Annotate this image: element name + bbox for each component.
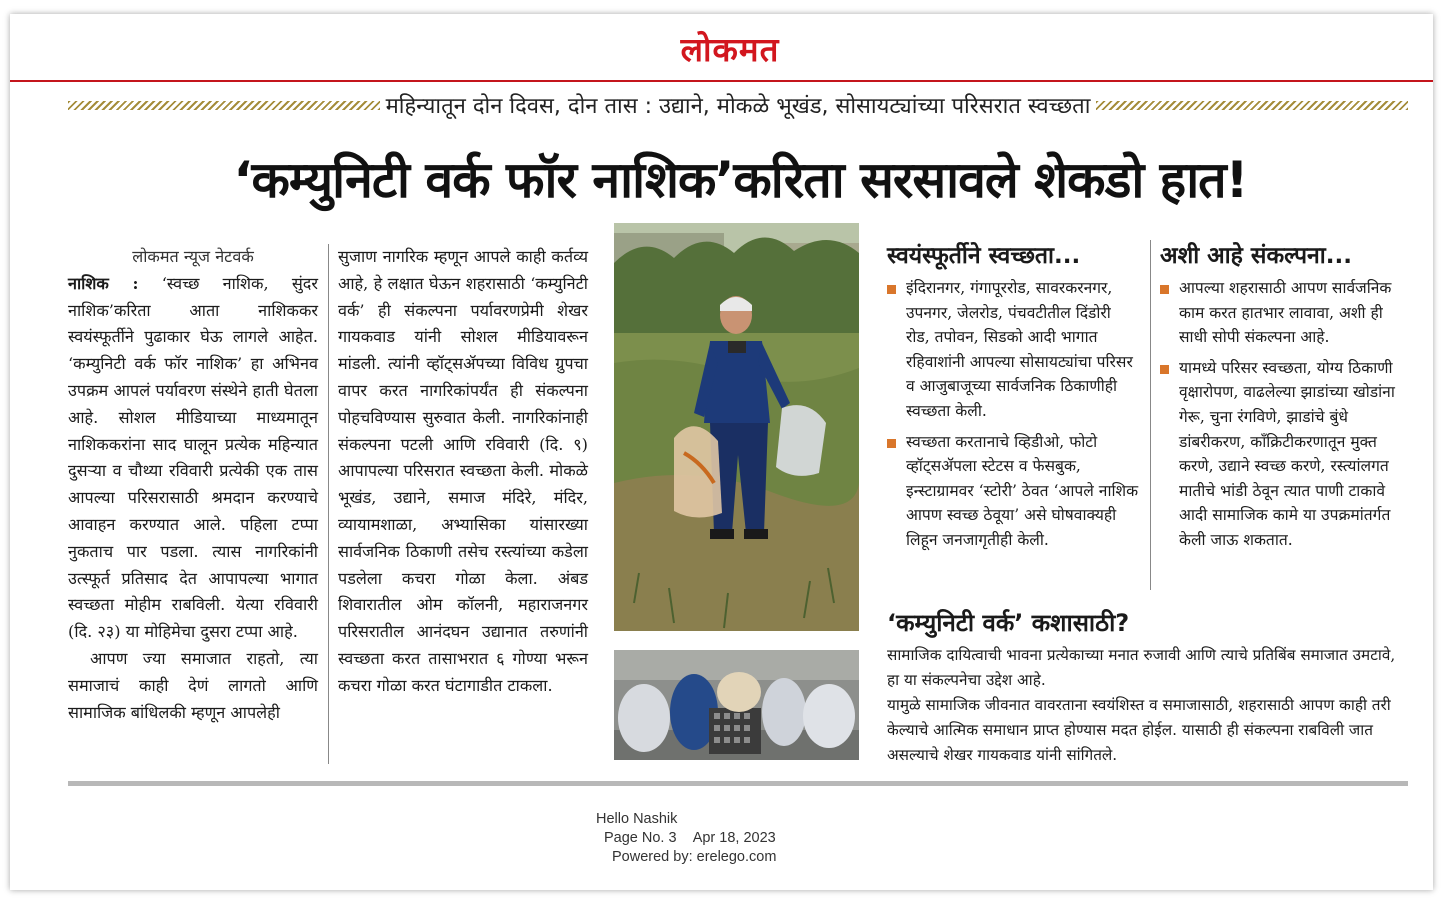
masthead [10, 14, 1433, 82]
lokmat-logo: लोकमत [680, 30, 780, 69]
why-para-1: सामाजिक दायित्वाची भावना प्रत्येकाच्या मनात रुजावी आणि त्याचे प्रतिबिंब समाजात उमटावे, हा या संकल्पनेचा उद्देश आहे. [887, 646, 1396, 689]
dateline: नाशिक : [68, 273, 139, 293]
list-item: इंदिरानगर, गंगापूररोड, सावरकरनगर, उपनगर, जेलरोड, पंचवटीतील दिंडोरी रोड, तपोवन, सिडको आदी भागात रहिवाशांनी आपल्या सोसायट्यांचा परिसर व आजुबाजूच्या सार्वजनिक ठिकाणीही स्वच्छता केली. [887, 276, 1139, 424]
sidebar-divider [1150, 240, 1151, 590]
list-item: यामध्ये परिसर स्वच्छता, योग्य ठिकाणी वृक्षारोपण, वाढलेल्या झाडांच्या खोडांना गेरू, चुना रंगविणे, झाडांचे बुंधे डांबरीकरण, कॉंक्रिटीकरणातून मुक्त करणे, उद्याने स्वच्छ करणे, रस्त्यांलगत मातीचे भांडी ठेवून त्यात पाणी टाकावे आदी सामाजिक कामे या उपक्रमांतर्गत केली जाऊ शकतात. [1160, 356, 1412, 553]
kicker-row [68, 88, 1408, 122]
article-para-1-text: ‘स्वच्छ नाशिक, सुंदर नाशिक’करिता आता नाशिककर स्वयंस्फूर्तीने पुढाकार घेऊ लागले आहेत. ‘कम्युनिटी वर्क फॉर नाशिक’ हा अभिनव उपक्रम आपलं पर्यावरण संस्थेने हाती घेतला आहे. सोशल मीडियाच्या माध्यमातून नाशिककरांना साद घालून प्रत्येक महिन्यात दुसऱ्या व चौथ्या रविवारी प्रत्येकी एक तास आपल्या परिसरासाठी श्रमदान करण्याचे आवाहन करण्यात आले. पहिला टप्पा नुकताच पार पडला. त्यास नागरिकांनी उत्स्फूर्त प्रतिसाद देत आपापल्या भागात स्वच्छता मोहीम राबविली. येत्या रविवारी (दि. २३) या मोहिमेचा दुसरा टप्पा आहे. [68, 273, 319, 642]
footer-edition: Hello Nashik [596, 811, 678, 827]
kicker-text: महिन्यातून दोन दिवस, दोन तास : उद्याने, मोकळे भूखंड, सोसायट्यांच्या परिसरात स्वच्छता [385, 94, 1091, 119]
bottom-rule [68, 781, 1408, 786]
kicker-hatch-right [1096, 101, 1408, 110]
why-text [887, 643, 1407, 768]
list-item: स्वच्छता करतानाचे व्हिडीओ, फोटो व्हॉट्सॲपला स्टेटस व फेसबुक, इन्स्टाग्रामवर ‘स्टोरी’ ठेवत ‘आपले नाशिक आपण स्वच्छ ठेवूया’ असे घोषवाक्यही लिहून जनजागृतीही केली. [887, 430, 1139, 553]
bullet-square-icon [887, 439, 896, 448]
article-column-2 [338, 244, 588, 700]
footer-powered: Powered by: erelego.com [612, 849, 777, 865]
why-heading: ‘कम्युनिटी वर्क’ कशासाठी? [887, 609, 1130, 637]
photo-collected-garbage-bags [614, 650, 859, 760]
byline: लोकमत न्यूज नेटवर्क [132, 247, 254, 266]
sidebar-concept-heading: अशी आहे संकल्पना... [1160, 243, 1352, 269]
bullet-square-icon [1160, 285, 1169, 294]
bullet-square-icon [1160, 365, 1169, 374]
why-para-2: यामुळे सामाजिक जीवनात वावरताना स्वयंशिस्त व समाजासाठी, शहरासाठी आपण काही तरी केल्याचे आत्मिक समाधान प्राप्त होण्यास मदत होईल. यासाठी ही संकल्पना राबविली जात असल्याचे शेखर गायकवाड यांनी सांगितले. [887, 696, 1391, 764]
list-item: आपल्या शहरासाठी आपण सार्वजनिक काम करत हातभार लावावा, अशी ही साधी सोपी संकल्पना आहे. [1160, 276, 1412, 350]
sidebar-concept-list [1160, 276, 1412, 559]
footer [590, 810, 810, 867]
photo-volunteer-with-garbage-bags [614, 223, 859, 631]
footer-date: Apr 18, 2023 [692, 830, 776, 846]
column-divider [328, 244, 329, 764]
bullet-square-icon [887, 285, 896, 294]
article-col2-text: सुजाण नागरिक म्हणून आपले काही कर्तव्य आहे, हे लक्षात घेऊन शहरासाठी ‘कम्युनिटी वर्क’ ही संकल्पना पर्यावरणप्रेमी शेखर गायकवाड यांनी सोशल मीडियावरून मांडली. त्यांनी व्हॉट्सॲपच्या विविध ग्रुपचा वापर करत नागरिकांपर्यंत ही संकल्पना पोहचविण्यास सुरुवात केली. नागरिकांनाही संकल्पना पटली आणि रविवारी (दि. ९) आपापल्या परिसरात स्वच्छता केली. मोकळे भूखंड, उद्याने, समाज मंदिरे, मंदिर, व्यायामशाळा, अभ्यासिका यांसारख्या सार्वजनिक ठिकाणी तसेच रस्त्यांच्या कडेला पडलेला कचरा गोळा केला. अंबड शिवारातील ओम कॉलनी, महाराजनगर परिसरातील आनंदघन उद्यानात तरुणांनी स्वच्छता करत तासाभरात ६ गोण्या भरून कचरा गोळा करत घंटागाडीत टाकला. [338, 247, 588, 695]
kicker-hatch-left [68, 101, 380, 110]
footer-page-date [590, 829, 810, 848]
footer-page: Page No. 3 [604, 830, 677, 846]
article-para-2: आपण ज्या समाजात राहतो, त्या समाजाचं काही देणं लागतो आणि सामाजिक बांधिलकी म्हणून आपलेही [68, 648, 318, 722]
article-para-1 [68, 271, 318, 646]
sidebar-self-list [887, 276, 1139, 559]
article-column-1 [68, 244, 318, 726]
headline: ‘कम्युनिटी वर्क फॉर नाशिक’करिता सरसावले शेकडो हात! [233, 151, 1248, 209]
sidebar-self-heading: स्वयंस्फूर्तीने स्वच्छता... [887, 243, 1081, 269]
